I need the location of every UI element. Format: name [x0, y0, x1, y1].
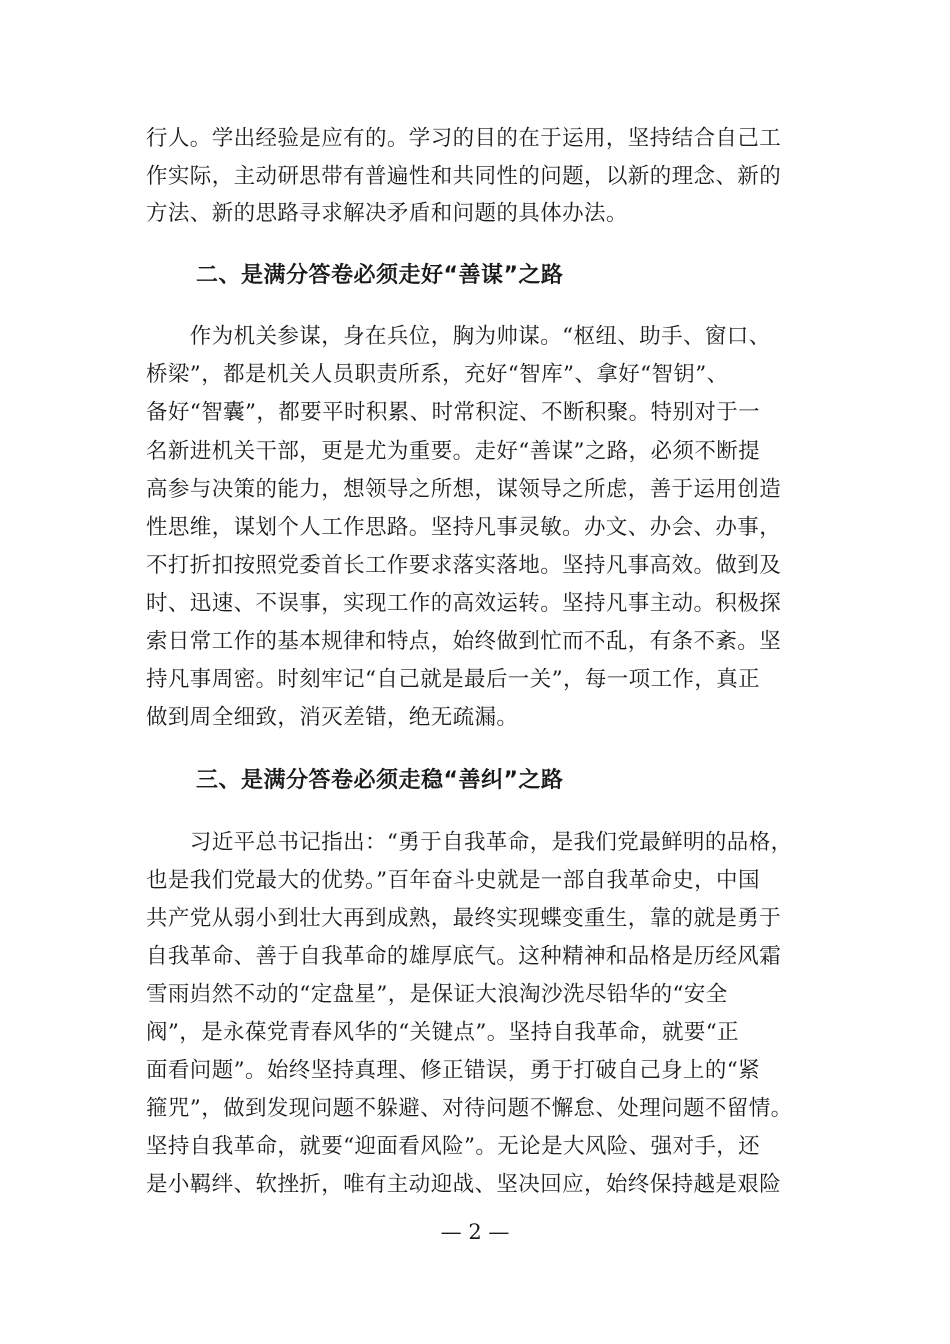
paragraph-line: 做到周全细致，消灭差错，绝无疏漏。	[146, 705, 519, 730]
section-heading: 二、是满分答卷必须走好“善谋”之路	[196, 263, 564, 288]
paragraph-line: 不打折扣按照党委首长工作要求落实落地。坚持凡事高效。做到及	[146, 553, 782, 578]
paragraph-line: 时、迅速、不误事，实现工作的高效运转。坚持凡事主动。积极探	[146, 591, 782, 616]
paragraph-line: 方法、新的思路寻求解决矛盾和问题的具体办法。	[146, 201, 628, 226]
paragraph-line: 索日常工作的基本规律和特点，始终做到忙而不乱，有条不紊。坚	[146, 629, 782, 654]
paragraph-line: 面看问题”。始终坚持真理、修正错误，勇于打破自己身上的“紧	[146, 1058, 761, 1083]
paragraph-line: 备好“智囊”，都要平时积累、时常积淀、不断积聚。特别对于一	[146, 400, 761, 425]
paragraph-line: 共产党从弱小到壮大再到成熟，最终实现蝶变重生，靠的就是勇于	[146, 906, 782, 931]
paragraph-line: 作实际，主动研思带有普遍性和共同性的问题，以新的理念、新的	[146, 164, 782, 189]
paragraph-line: 名新进机关干部，更是尤为重要。走好“善谋”之路，必须不断提	[146, 439, 761, 464]
paragraph-line: 行人。学出经验是应有的。学习的目的在于运用，坚持结合自己工	[146, 126, 782, 151]
paragraph-line: 高参与决策的能力，想领导之所想，谋领导之所虑，善于运用创造	[146, 477, 782, 502]
section-heading: 三、是满分答卷必须走稳“善纠”之路	[196, 768, 564, 793]
paragraph-line: 坚持自我革命，就要“迎面看风险”。无论是大风险、强对手，还	[146, 1134, 761, 1159]
page-number: — 2 —	[440, 1220, 510, 1244]
paragraph-line: 作为机关参谋，身在兵位，胸为帅谋。“枢纽、助手、窗口、	[146, 324, 771, 349]
paragraph-line: 也是我们党最大的优势。”百年奋斗史就是一部自我革命史，中国	[146, 868, 760, 893]
paragraph-line: 自我革命、善于自我革命的雄厚底气。这种精神和品格是历经风霜	[146, 944, 782, 969]
paragraph-line: 习近平总书记指出：“勇于自我革命，是我们党最鲜明的品格，	[146, 830, 793, 855]
paragraph-line: 箍咒”，做到发现问题不躲避、对待问题不懈怠、处理问题不留情。	[146, 1096, 793, 1121]
paragraph-line: 雪雨岿然不动的“定盘星”，是保证大浪淘沙洗尽铅华的“安全	[146, 982, 728, 1007]
paragraph-line: 阀”，是永葆党青春风华的“关键点”。坚持自我革命，就要“正	[146, 1020, 740, 1045]
paragraph-line: 性思维，谋划个人工作思路。坚持凡事灵敏。办文、办会、办事，	[146, 515, 782, 540]
paragraph-line: 持凡事周密。时刻牢记“自己就是最后一关”，每一项工作，真正	[146, 667, 761, 692]
paragraph-line: 桥梁”，都是机关人员职责所系，充好“智库”、拿好“智钥”、	[146, 362, 729, 387]
paragraph-line: 是小羁绊、软挫折，唯有主动迎战、坚决回应，始终保持越是艰险	[146, 1172, 782, 1197]
